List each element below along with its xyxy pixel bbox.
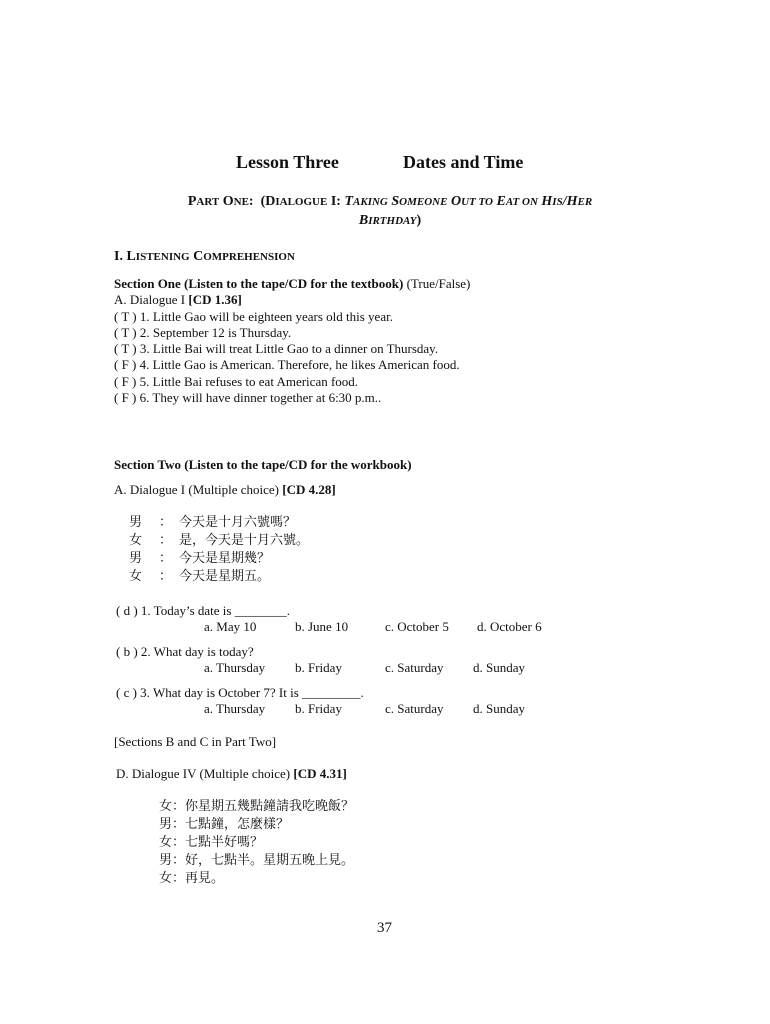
dialogue-line: 女 ： 是，今天是十月六號。 [129,533,310,548]
question-3: ( c ) 3. What day is October 7? It is _________. [116,685,364,700]
tf-item: ( T ) 2. September 12 is Thursday. [114,324,292,340]
dialogue-line: 女：七點半好嗎？ [159,835,264,850]
question-1-option-b: b. June 10 [295,619,349,634]
section-one-dialogue-label: A. Dialogue I [CD 1.36] [114,292,242,308]
dialogue-line: 女：你星期五幾點鐘請我吃晚飯？ [159,799,355,814]
dialogue-line: 女 ： 今天是星期五。 [129,569,271,584]
dialogue-line: 女：再見。 [159,871,225,886]
dialogue-d-label: D. Dialogue IV (Multiple choice) [CD 4.31] [116,766,347,781]
part-heading-line2: BIRTHDAY) [358,213,422,228]
tf-item: ( F ) 6. They will have dinner together at 6:30 p.m.. [114,390,382,406]
question-2-option-a: a. Thursday [204,660,266,675]
question-2: ( b ) 2. What day is today? [116,644,254,659]
question-1-option-a: a. May 10 [204,619,257,634]
dialogue-line: 男 ： 今天是十月六號嗎？ [129,515,297,530]
question-2-option-c: c. Saturday [385,660,444,675]
question-1-option-d: d. October 6 [477,619,542,634]
listening-heading: I. LISTENING COMPREHENSION [114,249,295,264]
tf-item: ( T ) 1. Little Gao will be eighteen years old this year. [114,308,393,324]
question-2-option-d: d. Sunday [473,660,525,675]
dialogue-line: 男：七點鐘，怎麼樣？ [159,817,290,832]
lesson-title: Lesson Three [236,152,339,172]
question-1-option-c: c. October 5 [385,619,449,634]
question-3-option-c: c. Saturday [385,701,444,716]
dialogue-line: 男 ： 今天是星期幾？ [129,551,271,566]
question-3-option-a: a. Thursday [204,701,266,716]
part-heading-line1: PART ONE: (DIALOGUE I: TAKING SOMEONE OUT TO EAT ON HIS/HER [187,194,593,209]
page-number: 37 [377,920,392,936]
lesson-topic: Dates and Time [403,152,524,172]
section-one-heading: Section One (Listen to the tape/CD for the textbook) (True/False) [114,276,471,291]
tf-item: ( F ) 5. Little Bai refuses to eat American food. [114,373,359,389]
section-two-dialogue-label: A. Dialogue I (Multiple choice) [CD 4.28] [114,482,336,497]
section-one [114,276,470,406]
dialogue-d [159,798,354,888]
tf-item: ( T ) 3. Little Bai will treat Little Gao to a dinner on Thursday. [114,341,439,357]
question-1: ( d ) 1. Today’s date is ________. [116,603,290,618]
question-3-option-d: d. Sunday [473,701,525,716]
dialogue-a [129,514,309,586]
dialogue-line: 男：好，七點半。星期五晚上見。 [159,853,355,868]
tf-item: ( F ) 4. Little Gao is American. Therefore, he likes American food. [114,357,460,373]
sections-note: [Sections B and C in Part Two] [114,734,277,749]
question-3-option-b: b. Friday [295,701,342,716]
section-two-heading: Section Two (Listen to the tape/CD for the workbook) [114,457,412,472]
question-2-option-b: b. Friday [295,660,342,675]
